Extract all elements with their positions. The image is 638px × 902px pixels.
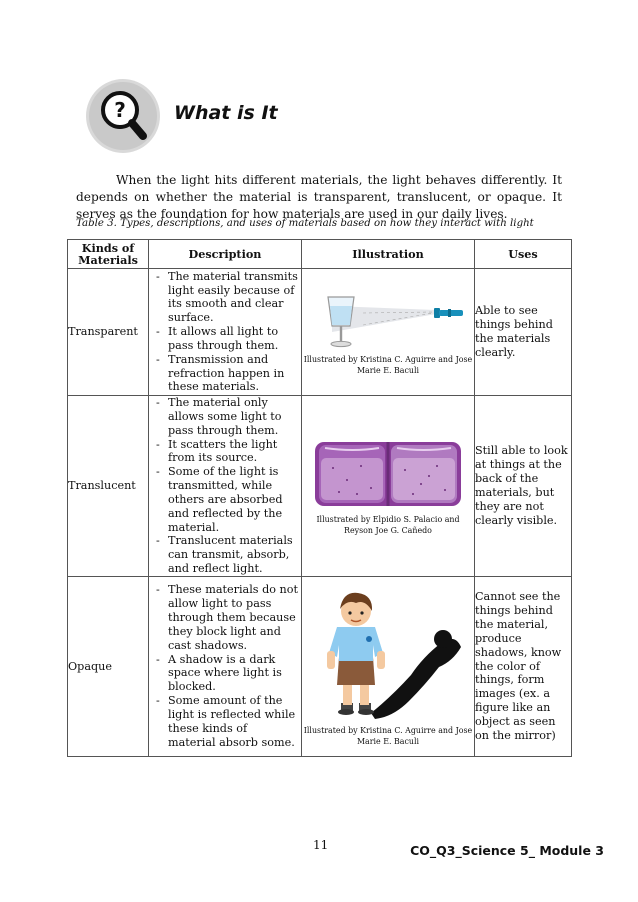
table-caption: Table 3. Types, descriptions, and uses of materials based on how they interact with light xyxy=(76,218,534,229)
table-row-transparent xyxy=(68,269,572,396)
description-item: - Some amount of the light is reflected while these kinds of material absorb some. xyxy=(149,694,298,749)
description-item: - Transmission and refraction happen in these materials. xyxy=(149,353,298,395)
kind-cell: Opaque xyxy=(68,576,149,756)
uses-cell: Able to see things behind the materials clearly. xyxy=(475,269,572,396)
module-label: CO_Q3_Science 5_ Module 3 xyxy=(410,843,604,858)
header-description: Description xyxy=(149,240,302,269)
illustration-cell xyxy=(302,396,475,577)
illustration-credit: Illustrated by Kristina C. Aguirre and Jose Marie E. Baculi xyxy=(303,726,473,747)
frosted-glass-tube-icon xyxy=(313,436,463,512)
table-row-opaque xyxy=(68,576,572,756)
description-cell xyxy=(149,576,302,756)
description-item: - The material transmits light easily because of its smooth and clear surface. xyxy=(149,270,298,325)
description-item: - Some of the light is transmitted, while others are absorbed and reflected by the material. xyxy=(149,465,298,534)
illustration-cell xyxy=(302,576,475,756)
illustration-cell xyxy=(302,269,475,396)
section-header xyxy=(85,78,385,154)
description-cell xyxy=(149,396,302,577)
kind-cell: Transparent xyxy=(68,269,149,396)
magnifier-question-icon xyxy=(85,78,161,154)
table-header-row xyxy=(68,240,572,269)
table-row-translucent xyxy=(68,396,572,577)
uses-cell: Still able to look at things at the back of the materials, but they are not clearly visible. xyxy=(475,396,572,577)
intro-paragraph: When the light hits different materials, the light behaves differently. It depends on whether the material is transparent, translucent, or opaque. It serves as the foundation for how materials are used in our daily lives. xyxy=(76,173,562,222)
description-item: - It allows all light to pass through them. xyxy=(149,325,298,353)
boy-with-shadow-icon xyxy=(313,585,463,723)
description-item: - A shadow is a dark space where light is blocked. xyxy=(149,653,298,695)
description-item: - These materials do not allow light to pass through them because they block light and cast shadows. xyxy=(149,583,298,652)
page-number: 11 xyxy=(313,838,329,852)
illustration-credit: Illustrated by Kristina C. Aguirre and Jose Marie E. Baculi xyxy=(303,355,473,375)
header-uses: Uses xyxy=(475,240,572,269)
header-kinds: Kinds of Materials xyxy=(68,240,149,269)
description-item: - Translucent materials can transmit, absorb, and reflect light. xyxy=(149,534,298,576)
svg-text:?: ? xyxy=(114,98,126,122)
header-illustration: Illustration xyxy=(302,240,475,269)
illustration-credit: Illustrated by Elpidio S. Palacio and Reyson Joe G. Cañedo xyxy=(316,514,460,535)
materials-table xyxy=(67,239,572,757)
glass-and-flashlight-icon xyxy=(308,288,468,352)
description-item: - The material only allows some light to pass through them. xyxy=(149,396,298,438)
description-cell xyxy=(149,269,302,396)
uses-cell: Cannot see the things behind the material, produce shadows, know the color of things, form images (ex. a figure like an object as seen on the mirror) xyxy=(475,576,572,756)
page-title: What is It xyxy=(174,102,278,124)
description-item: - It scatters the light from its source. xyxy=(149,438,298,466)
kind-cell: Translucent xyxy=(68,396,149,577)
